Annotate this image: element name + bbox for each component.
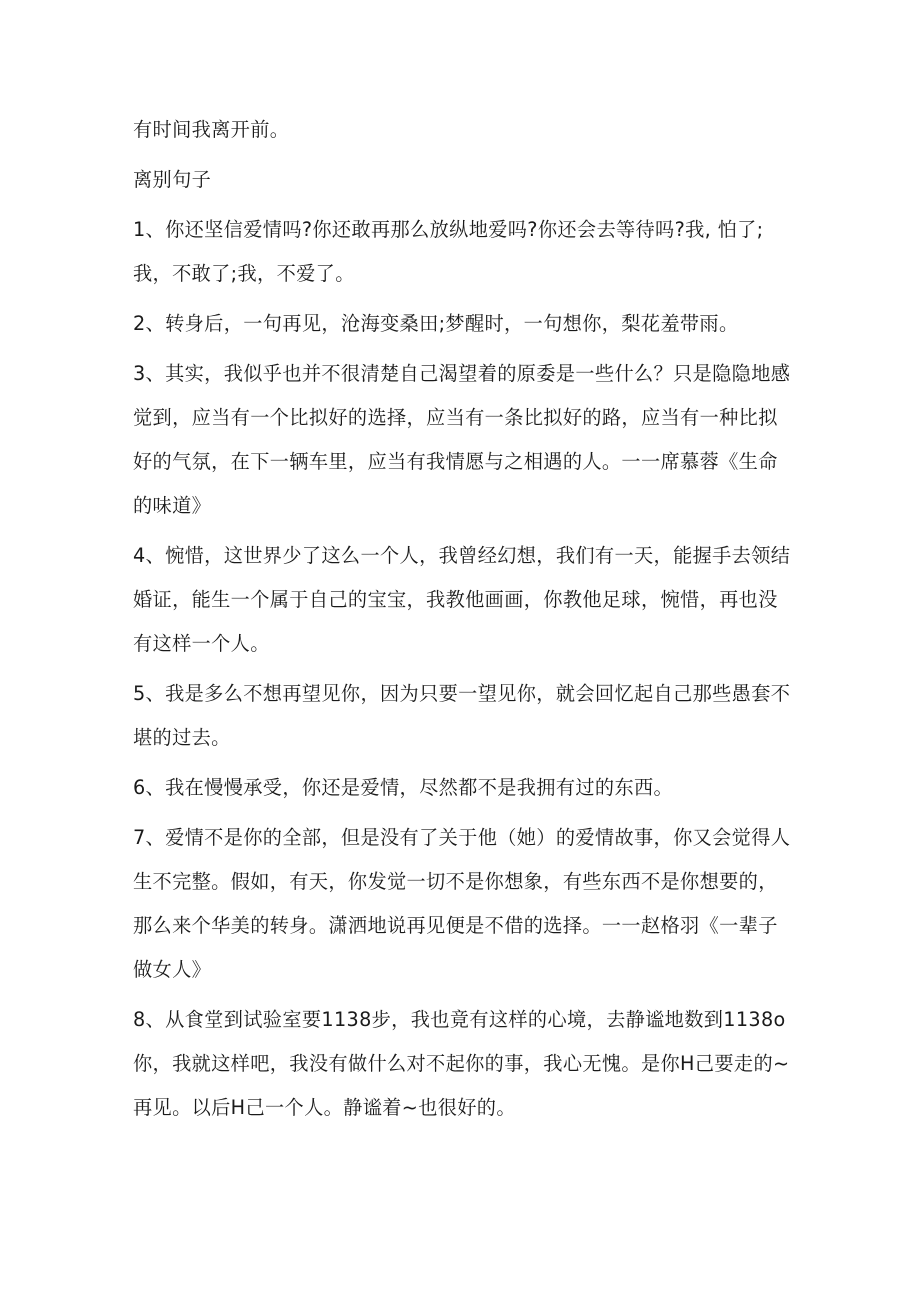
- quote-item-2: 2、转身后，一句再见，沧海变桑田;梦醒时，一句想你，梨花羞带雨。: [133, 312, 739, 335]
- quote-item-4: 4、惋惜，这世界少了这么一个人，我曾经幻想，我们有一天，能握手去领结婚证，能生一个属于自己的宝宝，我教他画画，你教他足球，惋惜，再也没有这样一个人。: [133, 544, 791, 655]
- quote-item-8: 8、从食堂到试验室要1138步，我也竟有这样的心境，去静谧地数到1138o你，我就这样吧，我没有做什么对不起你的事，我心无愧。是你H己要走的~再见。以后H己一个人。静谧着~也很好的。: [133, 1008, 790, 1119]
- quote-item-5: 5、我是多么不想再望见你，因为只要一望见你，就会回忆起自己那些愚套不堪的过去。: [133, 682, 791, 749]
- quote-item-6: 6、我在慢慢承受，你还是爱情，尽然都不是我拥有过的东西。: [133, 776, 674, 799]
- section-heading: 离别句子: [133, 168, 212, 191]
- paragraph-intro: 有时间我离开前。: [133, 118, 290, 141]
- quote-item-3: 3、其实，我似乎也并不很清楚自己渴望着的原委是一些什么？只是隐隐地感觉到，应当有一个比拟好的选择，应当有一条比拟好的路，应当有一种比拟好的气氛，在下一辆车里，应当有我情愿与之相遇的人。一一席慕蓉《生命的味道》: [133, 362, 791, 517]
- document-body: [133, 108, 793, 1136]
- quote-item-7: 7、爱情不是你的全部，但是没有了关于他（她）的爱情故事，你又会觉得人生不完整。假如，有天，你发觉一切不是你想象，有些东西不是你想要的，那么来个华美的转身。潇洒地说再见便是不借的选择。一一赵格羽《一辈子做女人》: [133, 826, 791, 981]
- quote-item-1: 1、你还坚信爱情吗?你还敢再那么放纵地爱吗?你还会去等待吗?我, 怕了;我，不敢了;我，不爱了。: [133, 218, 764, 285]
